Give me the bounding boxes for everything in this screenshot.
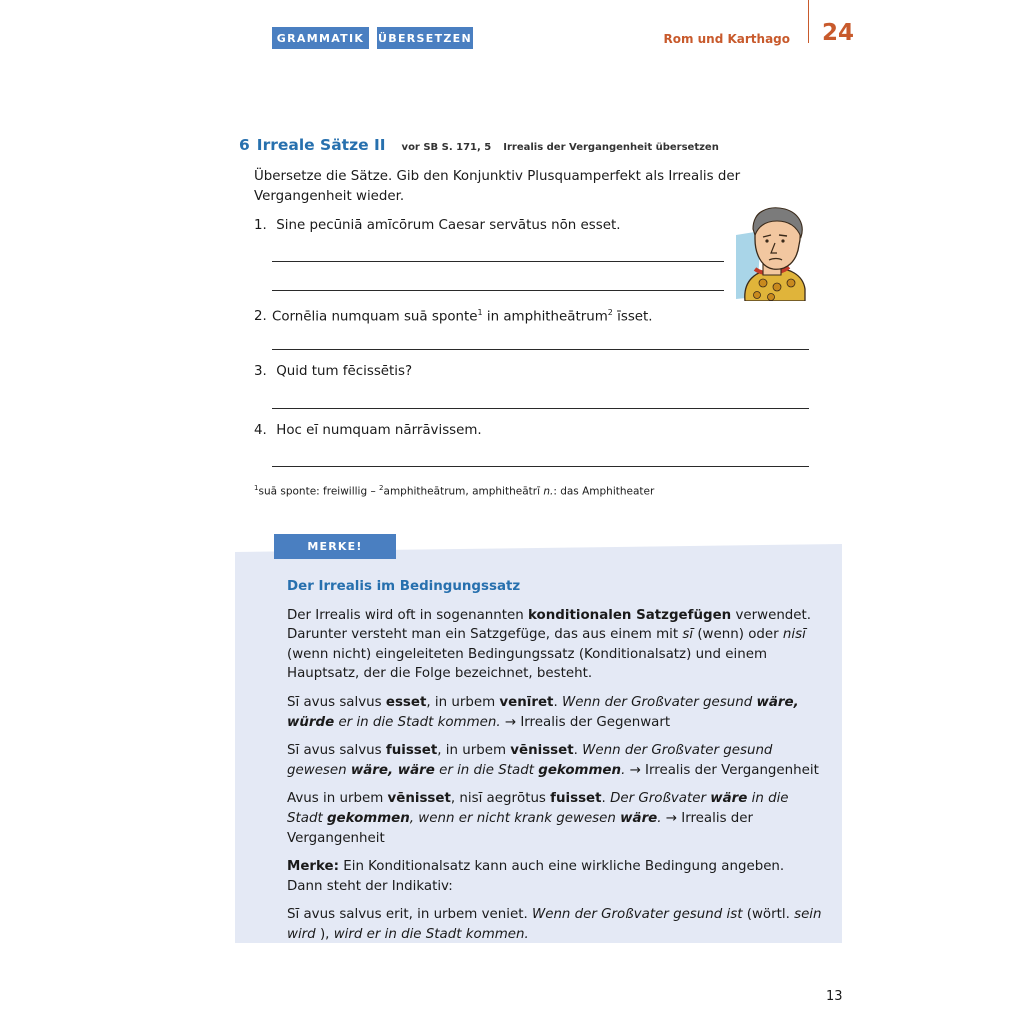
text: ), <box>315 926 334 942</box>
exercise-number: 6 <box>239 136 250 154</box>
merke-note <box>287 857 822 896</box>
item-number: 1. <box>254 218 267 233</box>
italic-text: er in die Stadt kommen. <box>334 714 501 730</box>
footnote-text: suā sponte: freiwillig – <box>258 485 380 498</box>
italic-text: sī <box>682 627 694 643</box>
bold-italic-text: wäre <box>620 810 658 826</box>
text: . <box>573 743 583 759</box>
text: . <box>601 791 611 807</box>
text: → Irrealis der Vergangenheit <box>625 762 819 778</box>
merke-example <box>287 741 822 780</box>
italic-text: . <box>657 810 662 826</box>
text: Sī avus salvus <box>287 694 386 710</box>
item-number: 4. <box>254 423 267 438</box>
bold-italic-text: wäre, wäre <box>350 762 435 778</box>
unit-divider <box>808 0 809 43</box>
merke-content <box>287 577 822 954</box>
text: , in urbem <box>426 694 500 710</box>
unit-title: Rom und Karthago <box>663 32 790 46</box>
page-number: 13 <box>826 989 843 1004</box>
item-number: 2. <box>254 309 267 325</box>
italic-text: , wenn er nicht krank gewesen <box>409 810 621 826</box>
text: Ein Konditionalsatz kann auch eine wirkliche Bedingung angeben. Dann steht der Indikativ: <box>287 859 785 894</box>
exercise-item-3 <box>254 362 412 382</box>
exercise-title: Irreale Sätze II <box>256 136 386 154</box>
footnote-marker: 2 <box>379 484 384 492</box>
italic-text: sein wird <box>287 907 822 942</box>
merke-heading: Der Irrealis im Bedingungssatz <box>287 579 521 594</box>
bold-text: fuisset <box>550 791 602 807</box>
footnote <box>254 484 654 498</box>
text: Sī avus salvus erit, in urbem veniet. <box>287 907 532 923</box>
text: verwendet. Darunter versteht man ein Satzgefüge, das aus einem mit <box>287 607 812 643</box>
merke-example <box>287 905 822 944</box>
item-number: 3. <box>254 364 267 379</box>
footnote-text: n. <box>543 485 554 498</box>
italic-text: nisī <box>782 627 806 643</box>
bold-text: fuisset <box>385 743 438 759</box>
bold-text: vēnisset <box>510 743 574 759</box>
bold-text: venīret <box>499 694 554 710</box>
tag-uebersetzen: ÜBERSETZEN <box>377 27 473 49</box>
item-text: Hoc eī numquam nārrāvissem. <box>276 423 482 438</box>
italic-text: wird er in die Stadt kommen. <box>333 926 529 942</box>
text: (wörtl. <box>742 907 795 923</box>
text: (wenn nicht) eingeleiteten Bedingungssatz (Konditionalsatz) und einem Hauptsatz, der die Folge bezeichnet, besteht. <box>287 646 768 682</box>
bold-text: Merke: <box>287 859 339 875</box>
italic-text: in die Stadt <box>287 791 789 826</box>
unit-number: 24 <box>822 20 855 46</box>
text: , in urbem <box>437 743 511 759</box>
item-text: in amphitheātrum <box>482 309 608 325</box>
text: → Irrealis der Vergangenheit <box>287 810 754 846</box>
footnote-text: amphitheātrum, amphitheātrī <box>383 485 544 498</box>
bold-italic-text: gekommen <box>538 762 622 778</box>
exercise-instruction: Übersetze die Sätze. Gib den Konjunktiv Plusquamperfekt als Irrealis der Vergangenheit wieder. <box>254 169 741 204</box>
item-text: Quid tum fēcissētis? <box>276 364 413 379</box>
answer-line[interactable] <box>272 466 809 467</box>
footnote-marker: 1 <box>477 308 483 317</box>
italic-text: Wenn der Großvater gesund gewesen <box>287 743 773 778</box>
merke-example <box>287 789 822 848</box>
text: (wenn) oder <box>693 627 783 643</box>
text: Sī avus salvus <box>287 743 386 759</box>
text: Avus in urbem <box>287 791 388 807</box>
exercise-reference: vor SB S. 171, 5 <box>401 142 492 153</box>
italic-text: Der Großvater <box>610 791 711 807</box>
italic-text: . <box>621 762 626 778</box>
merke-example <box>287 693 822 732</box>
bold-italic-text: wäre <box>710 791 748 807</box>
item-text: īsset. <box>612 309 653 325</box>
bold-text: vēnisset <box>387 791 451 807</box>
text: Der Irrealis wird oft in sogenannten <box>287 607 529 623</box>
text: . <box>553 694 562 710</box>
item-text: Cornēlia numquam suā sponte <box>272 309 478 325</box>
exercise-item-4 <box>254 421 482 441</box>
footnote-marker: 1 <box>254 484 259 492</box>
answer-line[interactable] <box>272 408 809 409</box>
text: , nisī aegrōtus <box>450 791 551 807</box>
answer-line[interactable] <box>272 261 724 262</box>
bold-italic-text: wäre, würde <box>287 694 799 730</box>
bold-text: esset <box>385 694 427 710</box>
text: → Irrealis der Gegenwart <box>500 714 671 730</box>
italic-text: Wenn der Großvater gesund <box>561 694 757 710</box>
roman-man-illustration <box>733 205 811 301</box>
answer-line[interactable] <box>272 349 809 350</box>
italic-text: Wenn der Großvater gesund ist <box>531 907 743 923</box>
exercise-heading <box>239 136 719 154</box>
item-text: Sine pecūniā amīcōrum Caesar servātus nōn esset. <box>276 218 621 233</box>
bold-text: konditionalen Satzgefügen <box>528 607 732 623</box>
merke-paragraph <box>287 606 822 684</box>
exercise-item-1 <box>254 216 620 236</box>
bold-italic-text: gekommen <box>326 810 410 826</box>
footnote-marker: 2 <box>607 308 613 317</box>
exercise-goal: Irrealis der Vergangenheit übersetzen <box>503 142 719 153</box>
exercise-item-2 <box>254 303 653 327</box>
tag-grammatik: GRAMMATIK <box>272 27 369 49</box>
footnote-text: : das Amphitheater <box>553 485 655 498</box>
merke-label: MERKE! <box>274 534 396 559</box>
italic-text: er in die Stadt <box>434 762 539 778</box>
answer-line[interactable] <box>272 290 724 291</box>
